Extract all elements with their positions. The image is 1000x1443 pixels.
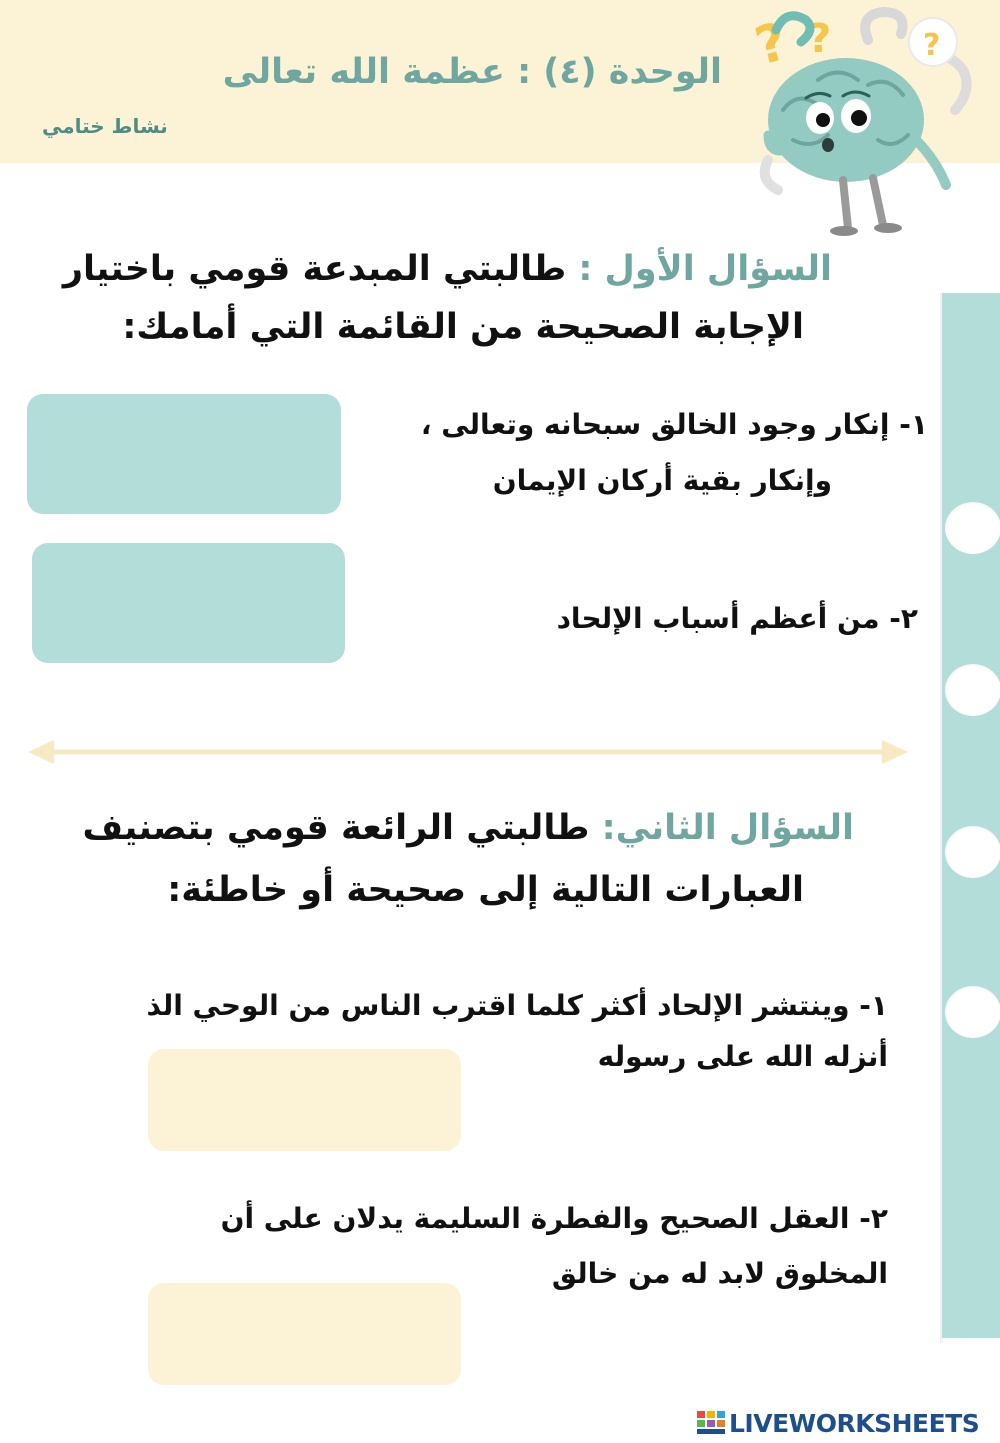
binder-tab-strip: [942, 293, 1000, 1338]
liveworksheets-logo[interactable]: [697, 1408, 979, 1438]
q2-item1-line2: أنزله الله على رسوله: [597, 1040, 888, 1073]
q2-item2-answer-box[interactable]: [148, 1283, 461, 1385]
q1-item2-line1: ٢- من أعظم أسباب الإلحاد: [556, 602, 918, 635]
binder-hole: [945, 502, 1000, 554]
q1-item1-answer-box[interactable]: [27, 394, 341, 514]
q2-item2-line2: المخلوق لابد له من خالق: [551, 1257, 888, 1290]
section-divider-arrow: [28, 736, 908, 768]
brain-mascot-illustration: [748, 0, 973, 240]
svg-text:?: ?: [749, 11, 794, 78]
question2-label: السؤال الثاني:: [601, 808, 854, 848]
question1-label: السؤال الأول :: [578, 249, 832, 289]
question1-text-line2: الإجابة الصحيحة من القائمة التي أمامك:: [122, 307, 804, 347]
q1-item1-line1: ١- إنكار وجود الخالق سبحانه وتعالى ،: [420, 408, 928, 441]
q2-item1-line1: ١- وينتشر الإلحاد أكثر كلما اقترب الناس من الوحي الذ: [146, 989, 888, 1022]
question2-heading: [83, 799, 855, 857]
question1-text-line1: طالبتي المبدعة قومي باختيار: [62, 249, 579, 289]
unit-title: الوحدة (٤) : عظمة الله تعالى: [222, 52, 722, 92]
svg-text:?: ?: [923, 28, 941, 63]
question2-text-line1: طالبتي الرائعة قومي بتصنيف: [82, 808, 602, 848]
svg-text:?: ?: [808, 16, 832, 62]
liveworksheets-logo-icon: [697, 1411, 725, 1435]
q2-item1-answer-box[interactable]: [148, 1049, 461, 1151]
activity-label: نشاط ختامي: [42, 114, 168, 138]
binder-hole: [945, 986, 1000, 1038]
liveworksheets-logo-text: LIVEWORKSHEETS: [729, 1408, 980, 1438]
question1-heading: [63, 240, 832, 298]
q2-item2-line1: ٢- العقل الصحيح والفطرة السليمة يدلان على أن: [220, 1202, 888, 1235]
binder-hole: [945, 664, 1000, 716]
binder-hole: [945, 826, 1000, 878]
question2-text-line2: العبارات التالية إلى صحيحة أو خاطئة:: [167, 870, 804, 910]
q1-item1-line2: وإنكار بقية أركان الإيمان: [492, 464, 832, 497]
q1-item2-answer-box[interactable]: [32, 543, 345, 663]
